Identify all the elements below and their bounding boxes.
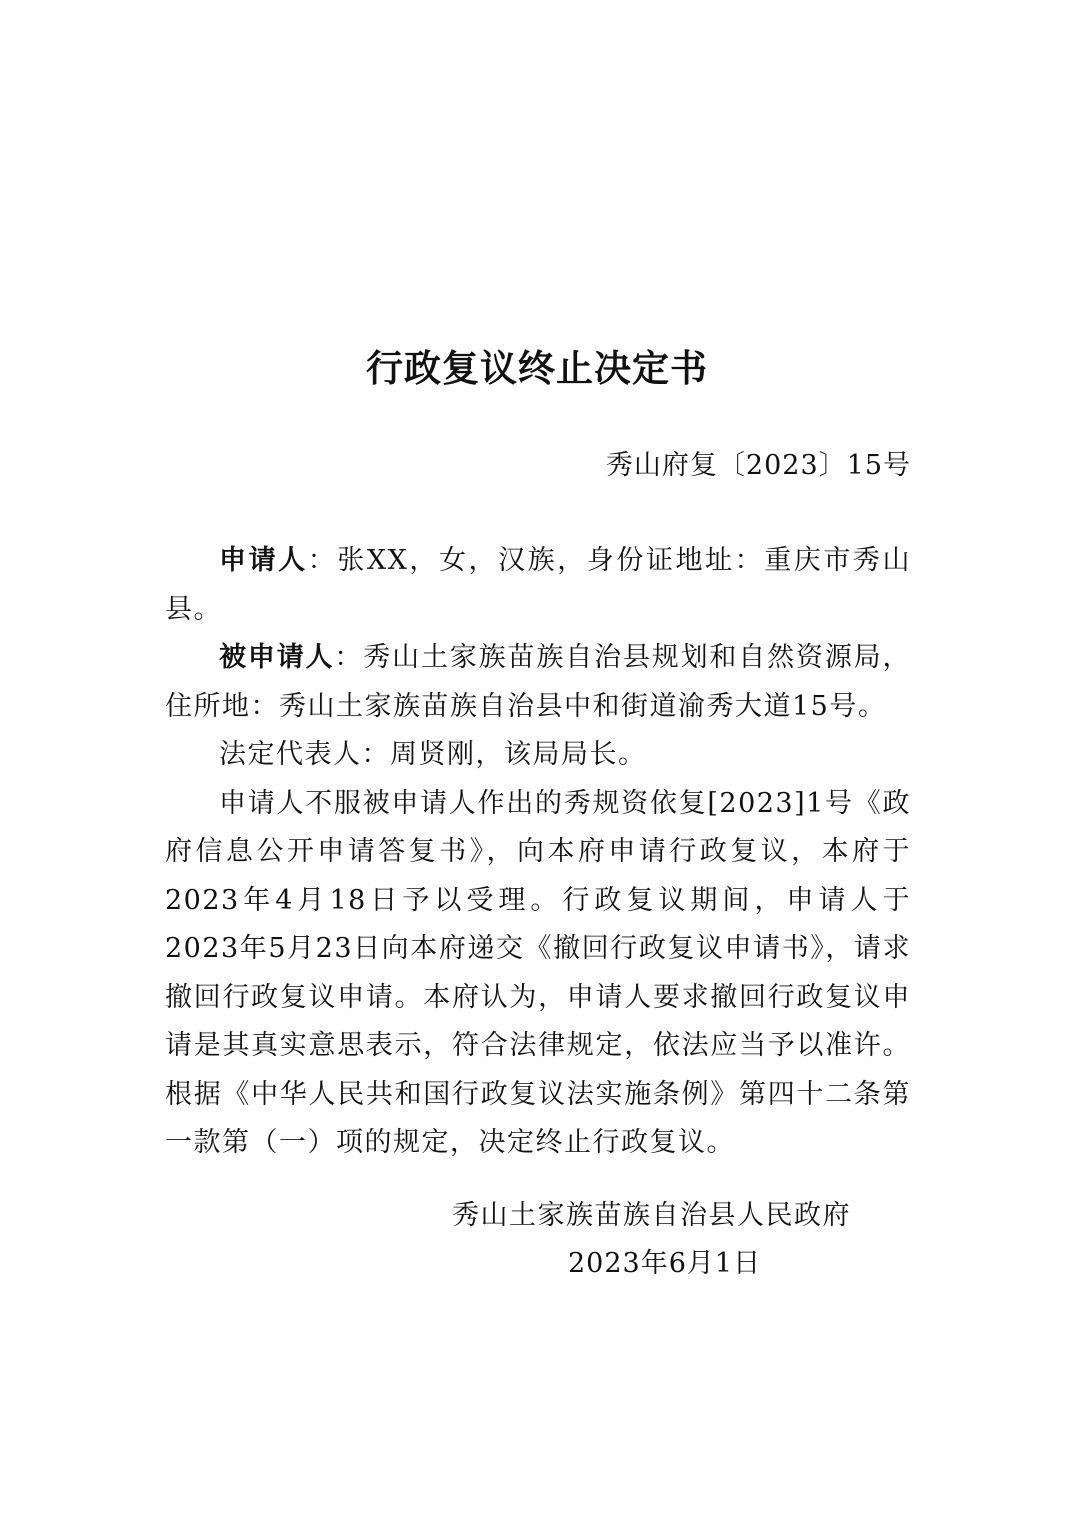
legal-representative-paragraph: 法定代表人：周贤刚，该局局长。 bbox=[219, 739, 647, 770]
applicant-text: ：张XX，女，汉族，身份证地址：重庆市秀山县。 bbox=[165, 545, 911, 625]
issuer-signature: 秀山土家族苗族自治县人民政府 bbox=[452, 1200, 851, 1231]
issue-date: 2023年6月1日 bbox=[568, 1248, 762, 1279]
document-title: 行政复议终止决定书 bbox=[366, 346, 708, 390]
respondent-label: 被申请人 bbox=[219, 642, 335, 673]
applicant-paragraph bbox=[165, 537, 911, 634]
applicant-label: 申请人 bbox=[219, 545, 308, 576]
respondent-text: ：秀山土家族苗族自治县规划和自然资源局，住所地：秀山土家族苗族自治县中和街道渝秀大道15号。 bbox=[165, 642, 912, 722]
document-body bbox=[165, 537, 911, 1168]
document-number: 秀山府复〔2023〕15号 bbox=[605, 450, 911, 481]
respondent-paragraph bbox=[165, 634, 911, 731]
main-paragraph: 申请人不服被申请人作出的秀规资依复[2023]1号《政府信息公开申请答复书》，向本府申请行政复议，本府于2023年4月18日予以受理。行政复议期间，申请人于2023年5月23日向本府递交《撤回行政复议申请书》，请求撤回行政复议申请。本府认为，申请人要求撤回行政复议申请是其真实意思表示，符合法律规定，依法应当予以准许。根据《中华人民共和国行政复议法实施条例》第四十二条第一款第（一）项的规定，决定终止行政复议。 bbox=[165, 787, 911, 1158]
